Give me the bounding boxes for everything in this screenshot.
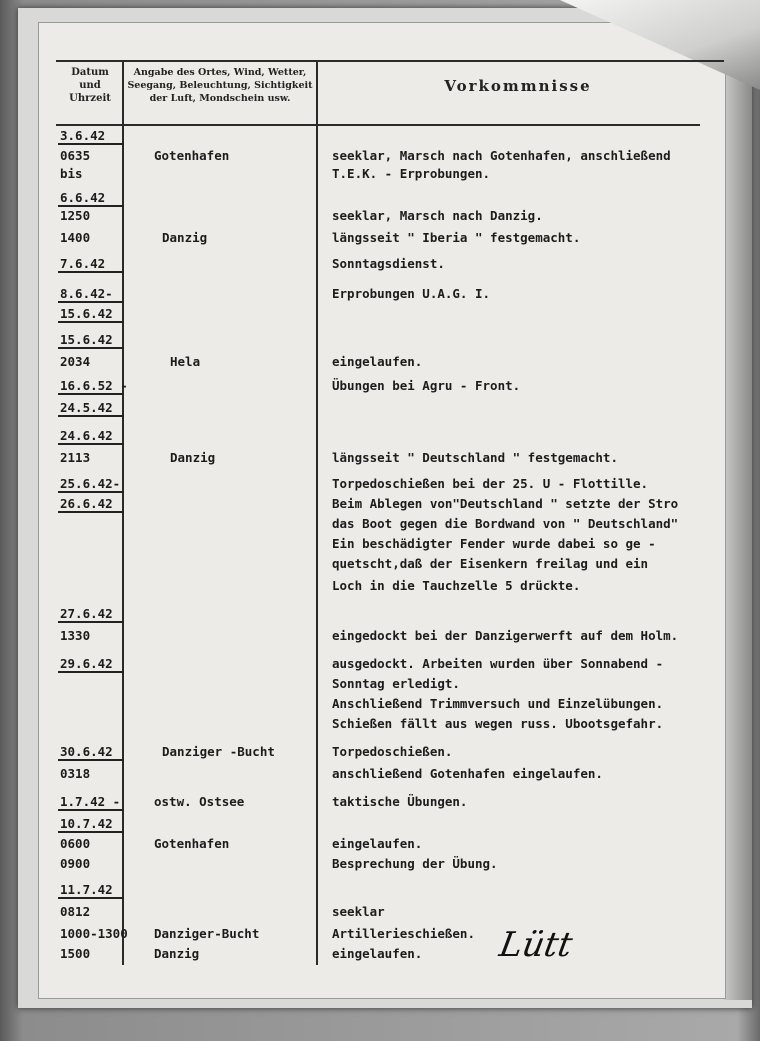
entry-date-time: 0600: [60, 836, 91, 851]
entry-date-time: 3.6.42: [60, 128, 106, 143]
entry-location: Danzig: [162, 230, 208, 245]
date-underline: [58, 393, 124, 395]
entry-date-time: 24.5.42: [60, 400, 113, 415]
entry-occurrence: ausgedockt. Arbeiten wurden über Sonnabend -: [332, 656, 664, 671]
entry-occurrence: Besprechung der Übung.: [332, 856, 498, 871]
entry-date-time: bis: [60, 166, 83, 181]
entry-date-time: 0900: [60, 856, 91, 871]
date-underline: [58, 671, 124, 673]
entry-date-time: 2034: [60, 354, 91, 369]
entry-date-time: 10.7.42: [60, 816, 113, 831]
date-underline: [58, 511, 124, 513]
header-date-time: [60, 66, 120, 105]
entry-location: Gotenhafen: [154, 148, 230, 163]
entry-date-time: 1.7.42 -: [60, 794, 121, 809]
entry-occurrence: seeklar, Marsch nach Gotenhafen, anschließend: [332, 148, 671, 163]
header-occurrences: [318, 77, 718, 95]
entry-occurrence: eingelaufen.: [332, 354, 423, 369]
entry-date-time: 30.6.42: [60, 744, 113, 759]
entry-date-time: 1500: [60, 946, 91, 961]
entry-occurrence: Übungen bei Agru - Front.: [332, 378, 521, 393]
entry-location: Danziger-Bucht: [154, 926, 260, 941]
entry-date-time: 1400: [60, 230, 91, 245]
entry-occurrence: Sonntag erledigt.: [332, 676, 460, 691]
entry-occurrence: Loch in die Tauchzelle 5 drückte.: [332, 578, 581, 593]
entry-date-time: 16.6.52 -: [60, 378, 128, 393]
entry-date-time: 26.6.42: [60, 496, 113, 511]
header-occurrences-label: Vorkommnisse: [444, 77, 592, 95]
date-underline: [58, 271, 124, 273]
date-underline: [58, 809, 124, 811]
entry-date-time: 15.6.42: [60, 332, 113, 347]
entry-occurrence: quetscht,daß der Eisenkern freilag und ein: [332, 556, 649, 571]
signature-text: Lütt: [496, 925, 576, 965]
entry-location: ostw. Ostsee: [154, 794, 245, 809]
column-rule-2: [316, 60, 318, 965]
entry-date-time: 1000-1300: [60, 926, 128, 941]
entry-date-time: 6.6.42: [60, 190, 106, 205]
header-date-time-label: Datum und Uhrzeit: [69, 67, 111, 104]
entry-occurrence: anschließend Gotenhafen eingelaufen.: [332, 766, 603, 781]
entry-occurrence: Ein beschädigter Fender wurde dabei so ge -: [332, 536, 656, 551]
entry-occurrence: Anschließend Trimmversuch und Einzelübungen.: [332, 696, 664, 711]
entry-occurrence: Sonntagsdienst.: [332, 256, 445, 271]
date-underline: [58, 831, 124, 833]
entry-date-time: 11.7.42: [60, 882, 113, 897]
entry-location: Danziger -Bucht: [162, 744, 275, 759]
entry-location: Hela: [170, 354, 201, 369]
entry-occurrence: taktische Übungen.: [332, 794, 468, 809]
entry-date-time: 24.6.42: [60, 428, 113, 443]
entry-occurrence: eingelaufen.: [332, 946, 423, 961]
entry-occurrence: eingedockt bei der Danzigerwerft auf dem Holm.: [332, 628, 679, 643]
entry-occurrence: seeklar, Marsch nach Danzig.: [332, 208, 543, 223]
entry-occurrence: Schießen fällt aus wegen russ. Ubootsgefahr.: [332, 716, 664, 731]
header-bottom-rule: [56, 124, 700, 126]
entry-date-time: 27.6.42: [60, 606, 113, 621]
header-location-weather-label: Angabe des Ortes, Wind, Wetter, Seegang, Beleuchtung, Sichtigkeit der Luft, Mondschein usw.: [127, 67, 313, 104]
entry-date-time: 25.6.42-: [60, 476, 121, 491]
date-underline: [58, 621, 124, 623]
date-underline: [58, 301, 124, 303]
entry-date-time: 29.6.42: [60, 656, 113, 671]
entry-occurrence: Torpedoschießen bei der 25. U - Flottille.: [332, 476, 649, 491]
page-edge-shadow: [724, 70, 752, 1000]
entry-occurrence: Erprobungen U.A.G. I.: [332, 286, 491, 301]
date-underline: [58, 491, 124, 493]
entry-location: Danzig: [170, 450, 216, 465]
entry-date-time: 0318: [60, 766, 91, 781]
entry-date-time: 0812: [60, 904, 91, 919]
entry-occurrence: eingelaufen.: [332, 836, 423, 851]
entry-occurrence: längsseit " Deutschland " festgemacht.: [332, 450, 618, 465]
entry-occurrence: Torpedoschießen.: [332, 744, 453, 759]
date-underline: [58, 415, 124, 417]
entry-date-time: 15.6.42: [60, 306, 113, 321]
entry-occurrence: Artillerieschießen.: [332, 926, 475, 941]
date-underline: [58, 321, 124, 323]
entry-location: Gotenhafen: [154, 836, 230, 851]
handwritten-signature: [496, 925, 575, 965]
entry-date-time: 8.6.42-: [60, 286, 113, 301]
date-underline: [58, 897, 124, 899]
entry-occurrence: seeklar: [332, 904, 385, 919]
entry-date-time: 7.6.42: [60, 256, 106, 271]
header-top-rule: [56, 60, 724, 62]
entry-occurrence: das Boot gegen die Bordwand von " Deutschland": [332, 516, 679, 531]
entry-occurrence: Beim Ablegen von"Deutschland " setzte der Stro: [332, 496, 679, 511]
date-underline: [58, 347, 124, 349]
date-underline: [58, 143, 124, 145]
entry-date-time: 1250: [60, 208, 91, 223]
date-underline: [58, 443, 124, 445]
entry-occurrence: längsseit " Iberia " festgemacht.: [332, 230, 581, 245]
entry-location: Danzig: [154, 946, 200, 961]
entry-occurrence: T.E.K. - Erprobungen.: [332, 166, 491, 181]
date-underline: [58, 205, 124, 207]
header-location-weather: [126, 66, 314, 105]
entry-date-time: 1330: [60, 628, 91, 643]
date-underline: [58, 759, 124, 761]
entry-date-time: 0635: [60, 148, 91, 163]
entry-date-time: 2113: [60, 450, 91, 465]
